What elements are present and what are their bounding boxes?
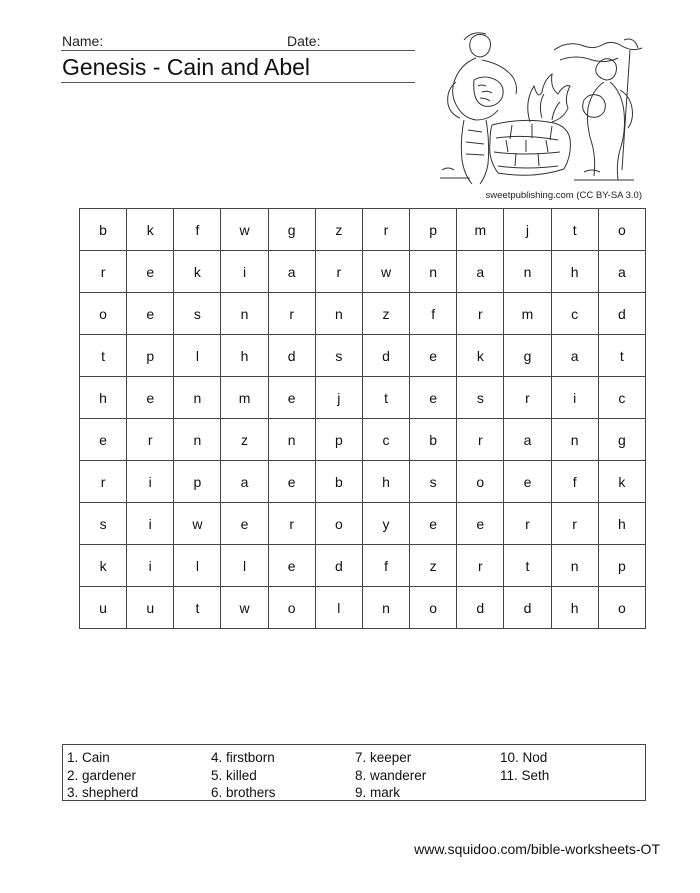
grid-cell: t xyxy=(551,209,598,251)
grid-cell: n xyxy=(362,587,409,629)
grid-cell: z xyxy=(315,209,362,251)
grid-cell: r xyxy=(457,419,504,461)
grid-cell: p xyxy=(315,419,362,461)
grid-cell: s xyxy=(174,293,221,335)
grid-cell: z xyxy=(221,419,268,461)
grid-cell: o xyxy=(598,587,645,629)
grid-cell: z xyxy=(410,545,457,587)
grid-row xyxy=(80,293,646,335)
grid-cell: l xyxy=(174,335,221,377)
date-label: Date: xyxy=(287,33,321,49)
grid-cell: d xyxy=(504,587,551,629)
grid-cell: i xyxy=(127,545,174,587)
grid-cell: l xyxy=(221,545,268,587)
grid-cell: w xyxy=(174,503,221,545)
grid-cell: m xyxy=(504,293,551,335)
grid-cell: e xyxy=(410,377,457,419)
grid-cell: a xyxy=(551,335,598,377)
word-search-grid xyxy=(79,208,646,629)
grid-cell: h xyxy=(362,461,409,503)
grid-cell: f xyxy=(551,461,598,503)
grid-cell: p xyxy=(127,335,174,377)
grid-cell: s xyxy=(315,335,362,377)
grid-cell: w xyxy=(221,209,268,251)
grid-cell: p xyxy=(410,209,457,251)
word-list-column xyxy=(211,749,276,802)
word-list-column xyxy=(67,749,138,802)
grid-cell: a xyxy=(221,461,268,503)
grid-cell: s xyxy=(80,503,127,545)
grid-cell: e xyxy=(410,503,457,545)
word-list-item: 6. brothers xyxy=(211,785,276,800)
grid-cell: n xyxy=(268,419,315,461)
grid-cell: f xyxy=(174,209,221,251)
grid-cell: s xyxy=(457,377,504,419)
page-title: Genesis - Cain and Abel xyxy=(62,54,311,80)
grid-cell: g xyxy=(598,419,645,461)
name-date-line xyxy=(61,50,415,51)
grid-cell: y xyxy=(362,503,409,545)
grid-cell: o xyxy=(598,209,645,251)
grid-cell: g xyxy=(504,335,551,377)
grid-cell: e xyxy=(80,419,127,461)
grid-cell: t xyxy=(80,335,127,377)
grid-cell: e xyxy=(410,335,457,377)
grid-cell: h xyxy=(598,503,645,545)
grid-cell: e xyxy=(127,251,174,293)
grid-cell: o xyxy=(457,461,504,503)
grid-cell: n xyxy=(551,545,598,587)
grid-cell: h xyxy=(221,335,268,377)
grid-cell: n xyxy=(410,251,457,293)
grid-cell: s xyxy=(410,461,457,503)
word-list-item: 8. wanderer xyxy=(355,767,427,783)
word-list-item: 10. Nod xyxy=(500,750,548,765)
grid-row xyxy=(80,377,646,419)
grid-cell: b xyxy=(410,419,457,461)
grid-cell: r xyxy=(457,545,504,587)
grid-cell: i xyxy=(221,251,268,293)
grid-cell: r xyxy=(80,461,127,503)
grid-cell: e xyxy=(127,377,174,419)
grid-cell: d xyxy=(598,293,645,335)
grid-cell: t xyxy=(362,377,409,419)
grid-cell: w xyxy=(362,251,409,293)
grid-cell: b xyxy=(80,209,127,251)
grid-cell: r xyxy=(315,251,362,293)
grid-cell: f xyxy=(362,545,409,587)
grid-cell: e xyxy=(221,503,268,545)
grid-cell: m xyxy=(457,209,504,251)
grid-cell: j xyxy=(504,209,551,251)
grid-cell: r xyxy=(362,209,409,251)
grid-cell: k xyxy=(457,335,504,377)
grid-cell: r xyxy=(504,377,551,419)
grid-cell: n xyxy=(221,293,268,335)
word-list-item: 5. killed xyxy=(211,767,257,783)
grid-cell: d xyxy=(362,335,409,377)
grid-cell: w xyxy=(221,587,268,629)
word-list-column xyxy=(355,749,426,802)
grid-cell: l xyxy=(174,545,221,587)
grid-cell: n xyxy=(504,251,551,293)
name-label: Name: xyxy=(62,33,104,49)
grid-cell: r xyxy=(127,419,174,461)
grid-row xyxy=(80,587,646,629)
grid-cell: p xyxy=(598,545,645,587)
grid-cell: g xyxy=(268,209,315,251)
grid-cell: h xyxy=(80,377,127,419)
grid-cell: r xyxy=(268,503,315,545)
grid-row xyxy=(80,209,646,251)
grid-cell: n xyxy=(174,377,221,419)
grid-cell: p xyxy=(174,461,221,503)
grid-cell: r xyxy=(504,503,551,545)
grid-cell: z xyxy=(362,293,409,335)
word-list-item: 9. mark xyxy=(355,785,401,800)
word-list-item: 7. keeper xyxy=(355,750,412,765)
grid-cell: r xyxy=(80,251,127,293)
grid-row xyxy=(80,419,646,461)
grid-cell: i xyxy=(127,503,174,545)
grid-cell: e xyxy=(457,503,504,545)
grid-cell: i xyxy=(127,461,174,503)
grid-cell: t xyxy=(174,587,221,629)
grid-cell: n xyxy=(315,293,362,335)
grid-cell: n xyxy=(174,419,221,461)
grid-cell: t xyxy=(504,545,551,587)
grid-cell: o xyxy=(268,587,315,629)
grid-cell: e xyxy=(268,377,315,419)
grid-cell: c xyxy=(362,419,409,461)
grid-cell: e xyxy=(504,461,551,503)
grid-cell: k xyxy=(174,251,221,293)
word-list-column xyxy=(500,749,549,784)
grid-cell: c xyxy=(551,293,598,335)
grid-cell: t xyxy=(598,335,645,377)
grid-cell: h xyxy=(551,587,598,629)
grid-cell: o xyxy=(80,293,127,335)
grid-cell: a xyxy=(268,251,315,293)
grid-row xyxy=(80,461,646,503)
grid-cell: m xyxy=(221,377,268,419)
grid-cell: u xyxy=(80,587,127,629)
illustration-credit: sweetpublishing.com (CC BY-SA 3.0) xyxy=(485,190,642,201)
grid-row xyxy=(80,503,646,545)
grid-cell: e xyxy=(268,545,315,587)
grid-cell: e xyxy=(268,461,315,503)
grid-cell: a xyxy=(457,251,504,293)
grid-cell: d xyxy=(457,587,504,629)
word-list-item: 1. Cain xyxy=(67,750,110,765)
grid-row xyxy=(80,335,646,377)
grid-cell: r xyxy=(268,293,315,335)
grid-cell: j xyxy=(315,377,362,419)
grid-cell: r xyxy=(551,503,598,545)
word-list-box xyxy=(62,744,646,801)
word-list-item: 3. shepherd xyxy=(67,785,139,800)
grid-cell: c xyxy=(598,377,645,419)
grid-cell: f xyxy=(410,293,457,335)
title-underline xyxy=(61,82,415,83)
grid-cell: u xyxy=(127,587,174,629)
word-list-item: 2. gardener xyxy=(67,767,137,783)
grid-cell: r xyxy=(457,293,504,335)
grid-cell: d xyxy=(315,545,362,587)
grid-cell: a xyxy=(504,419,551,461)
word-list-item: 4. firstborn xyxy=(211,750,275,765)
grid-row xyxy=(80,545,646,587)
grid-cell: k xyxy=(80,545,127,587)
footer-url: www.squidoo.com/bible-worksheets-OT xyxy=(414,841,660,857)
grid-cell: e xyxy=(127,293,174,335)
word-list-item: 11. Seth xyxy=(500,767,550,783)
grid-cell: h xyxy=(551,251,598,293)
grid-cell: b xyxy=(315,461,362,503)
grid-cell: d xyxy=(268,335,315,377)
grid-cell: o xyxy=(315,503,362,545)
grid-cell: l xyxy=(315,587,362,629)
grid-cell: k xyxy=(598,461,645,503)
grid-cell: k xyxy=(127,209,174,251)
grid-cell: a xyxy=(598,251,645,293)
grid-cell: n xyxy=(551,419,598,461)
grid-cell: i xyxy=(551,377,598,419)
grid-cell: o xyxy=(410,587,457,629)
cain-and-abel-illustration xyxy=(434,30,646,187)
grid-row xyxy=(80,251,646,293)
